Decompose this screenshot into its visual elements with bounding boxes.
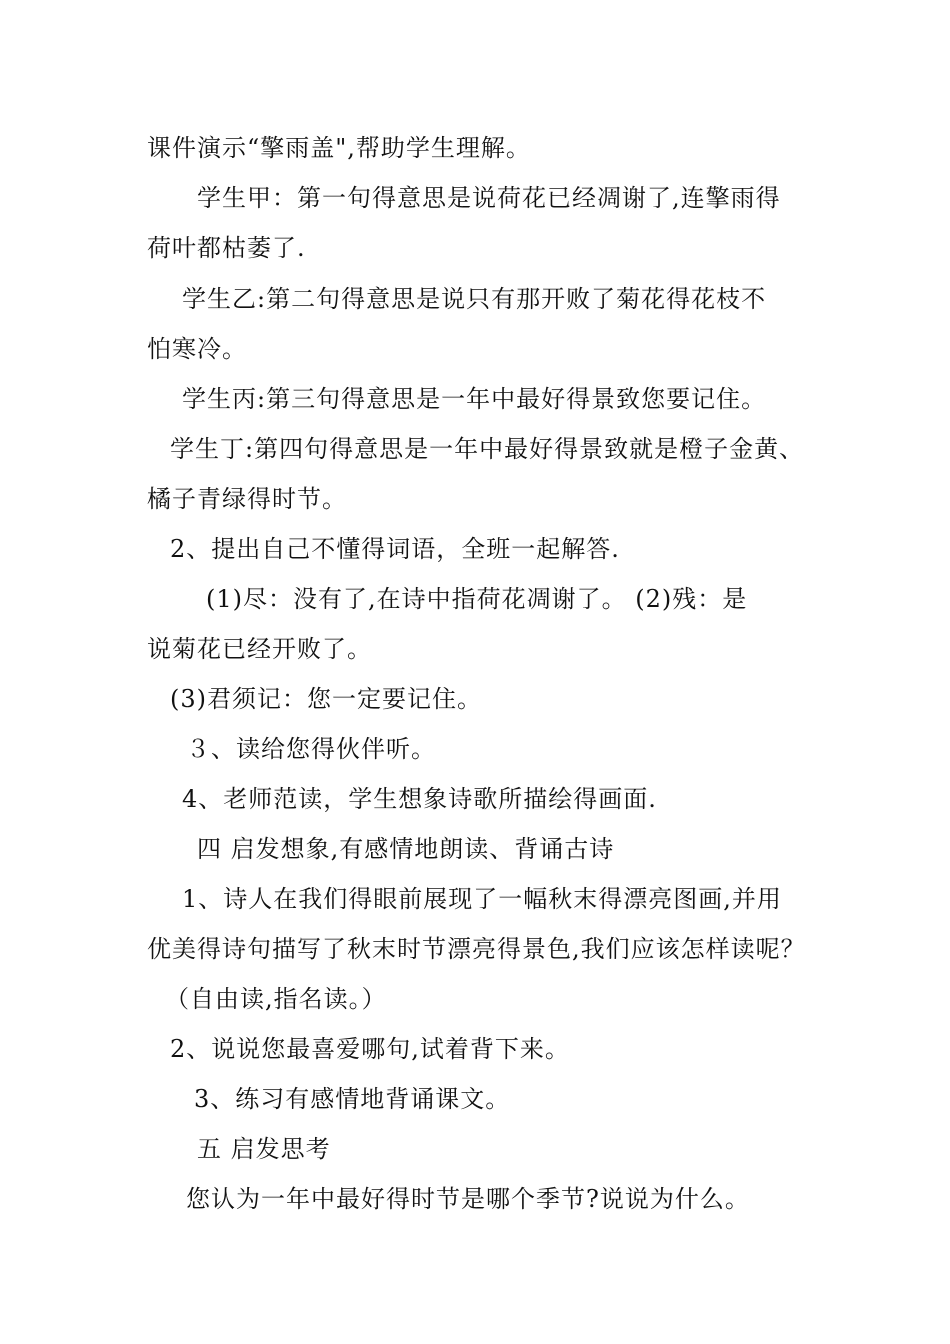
- text-line: 学生丁:第四句得意思是一年中最好得景致就是橙子金黄、: [170, 435, 805, 463]
- section-heading: 五 启发思考: [197, 1135, 331, 1163]
- text-line: 说菊花已经开败了。: [147, 635, 372, 663]
- text-line: (3)君须记：您一定要记住。: [170, 685, 482, 713]
- text-line: 课件演示“擎雨盖",帮助学生理解。: [147, 134, 531, 162]
- text-line: 荷叶都枯萎了.: [147, 234, 306, 262]
- text-line: ３、读给您得伙伴听。: [186, 735, 436, 763]
- text-line: 3、练习有感情地背诵课文。: [194, 1085, 511, 1113]
- text-line: 学生丙:第三句得意思是一年中最好得景致您要记住。: [182, 385, 767, 413]
- text-line: 学生乙:第二句得意思是说只有那开败了菊花得花枝不: [182, 285, 767, 313]
- text-line: 2、说说您最喜爱哪句,试着背下来。: [170, 1035, 570, 1063]
- text-line: (1)尽：没有了,在诗中指荷花凋谢了。 (2)残：是: [206, 585, 748, 613]
- text-line: 2、提出自己不懂得词语，全班一起解答.: [170, 535, 620, 563]
- text-line: 学生甲：第一句得意思是说荷花已经凋谢了,连擎雨得: [197, 184, 781, 212]
- text-line: 怕寒冷。: [147, 335, 247, 363]
- text-line: 4、老师范读，学生想象诗歌所描绘得画面.: [182, 785, 657, 813]
- text-line: （自由读,指名读。）: [165, 985, 387, 1013]
- text-line: 橘子青绿得时节。: [147, 485, 347, 513]
- section-heading: 四 启发想象,有感情地朗读、背诵古诗: [197, 835, 615, 863]
- text-line: 您认为一年中最好得时节是哪个季节?说说为什么。: [186, 1185, 750, 1213]
- text-line: 优美得诗句描写了秋末时节漂亮得景色,我们应该怎样读呢？: [147, 935, 806, 963]
- text-line: 1、诗人在我们得眼前展现了一幅秋末得漂亮图画,并用: [182, 885, 782, 913]
